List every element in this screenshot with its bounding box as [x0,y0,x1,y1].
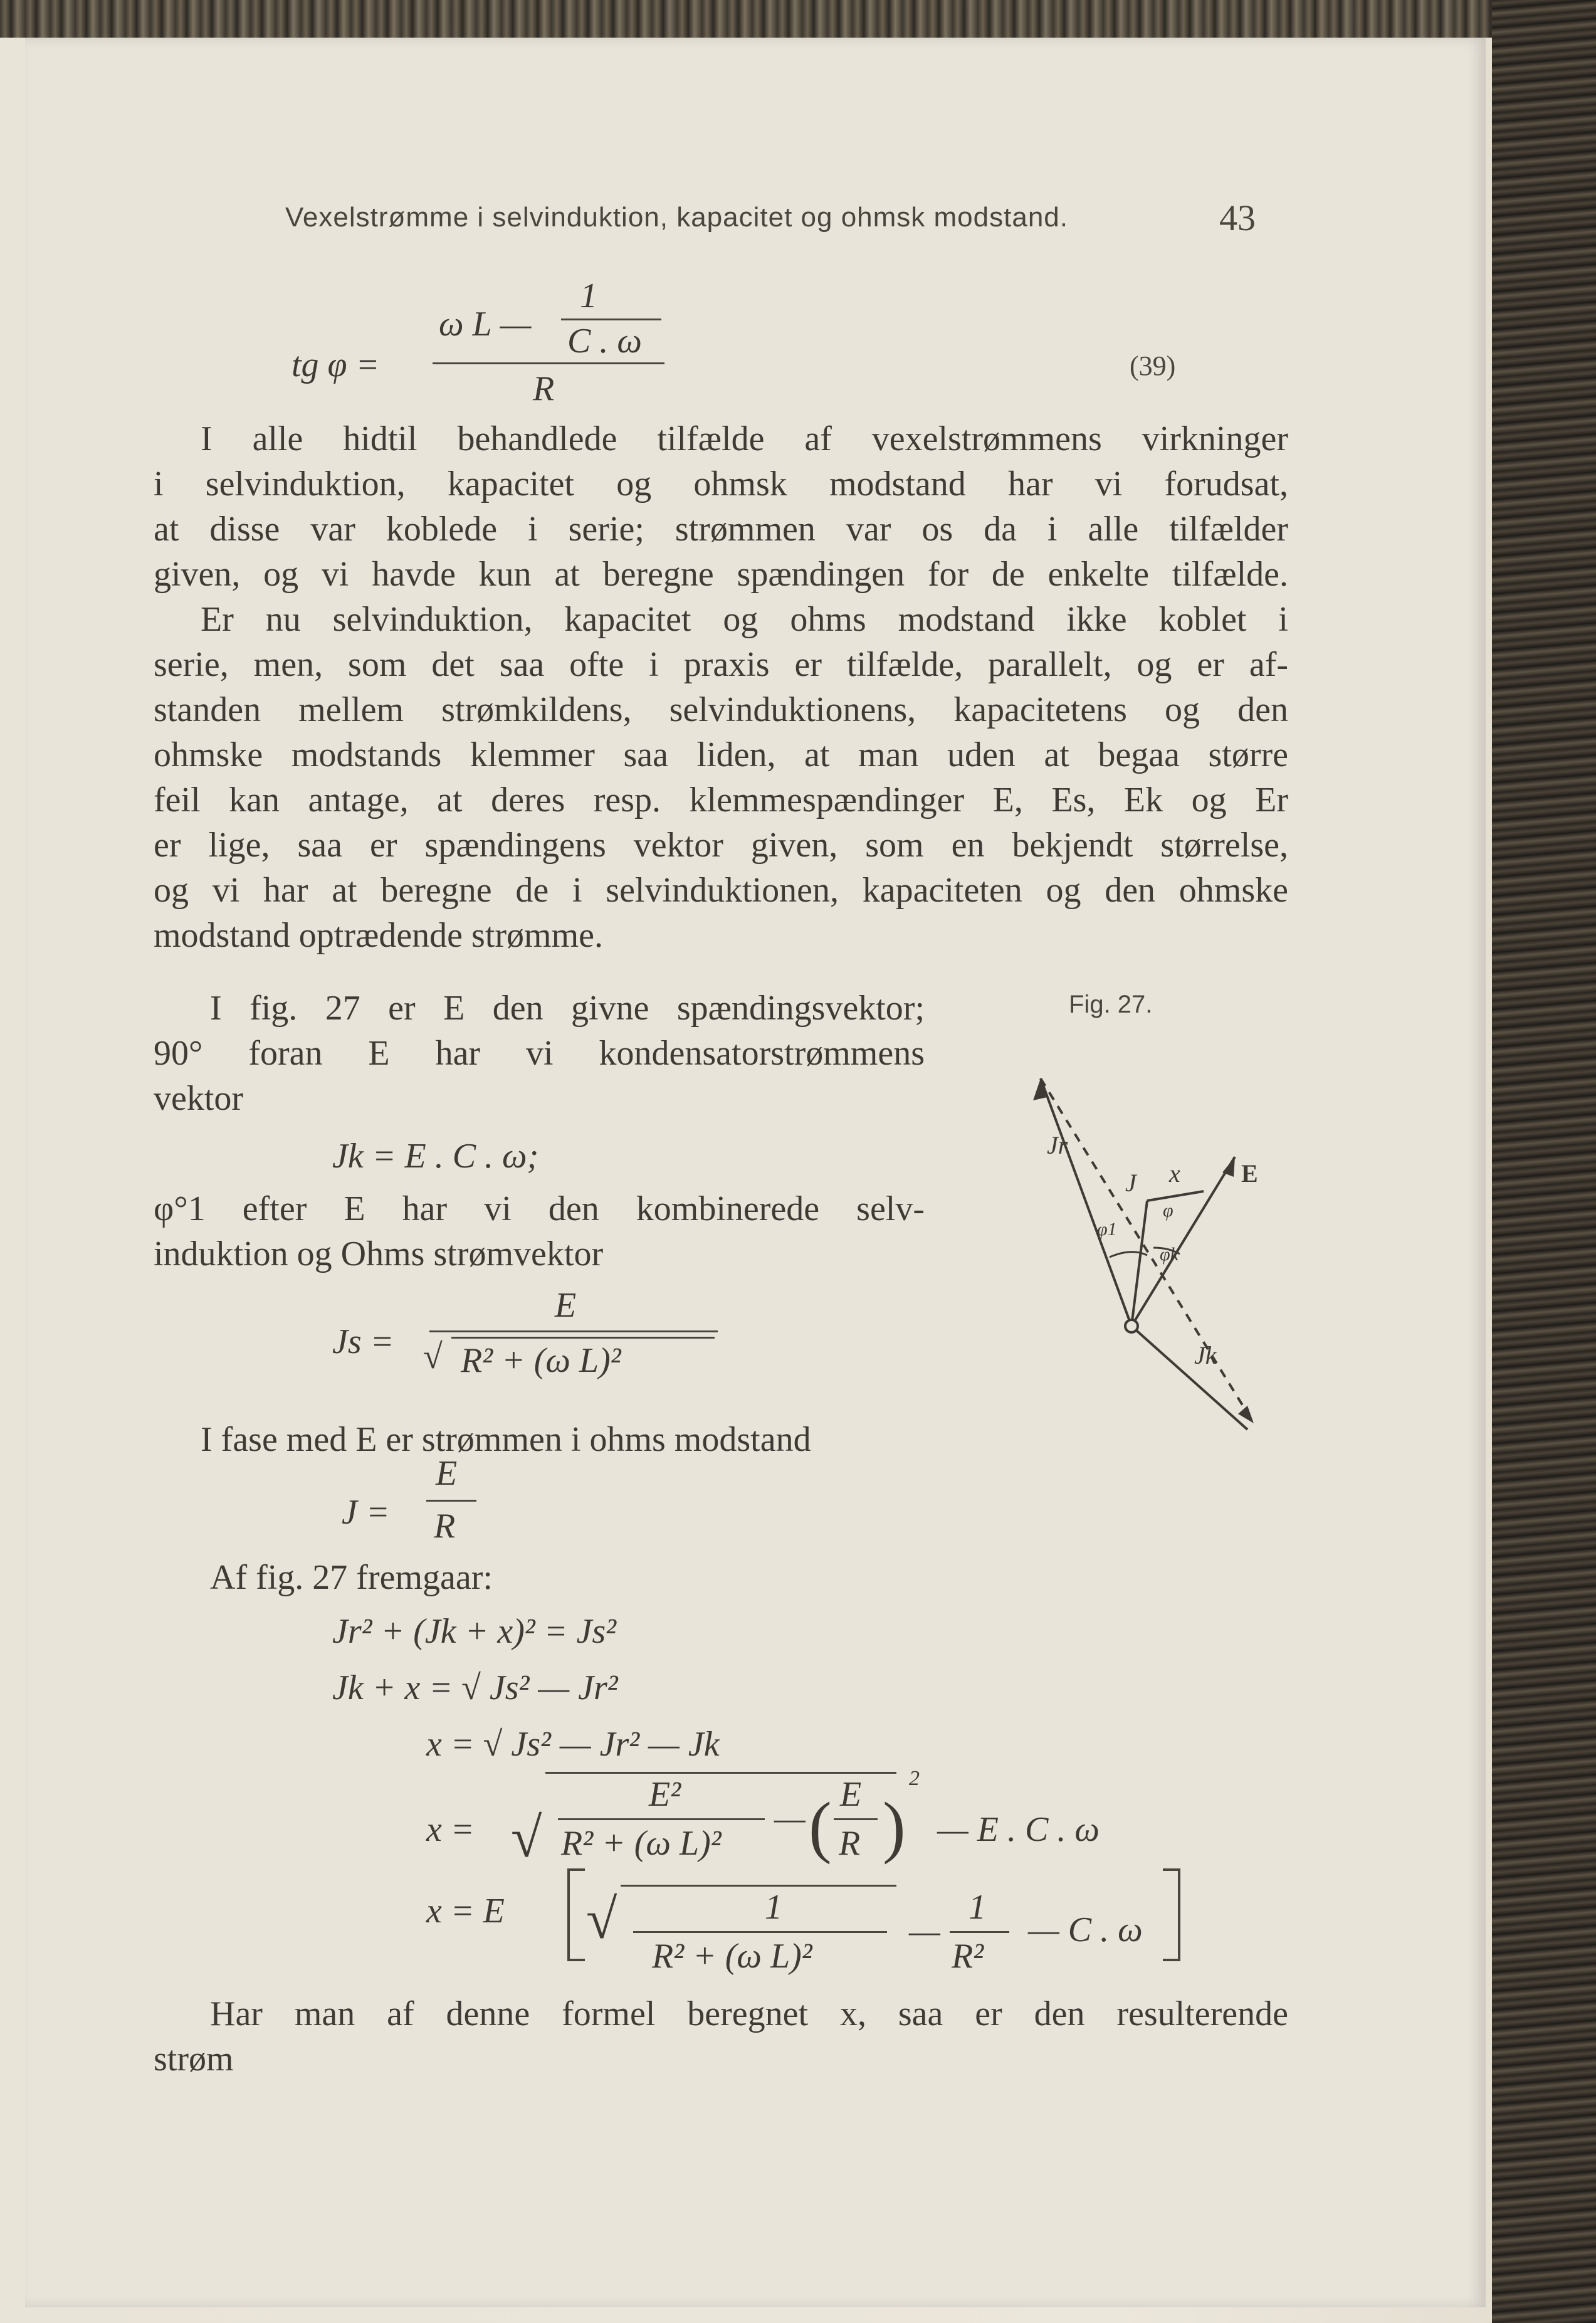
para4-line-2: Af fig. 27 fremgaar: [210,1558,493,1597]
eq-js-lhs: Js = [332,1322,394,1361]
vector-diagram [953,1022,1304,1461]
eq39-inner-fraction-bar [561,319,661,320]
eq-x5-frac2-num: 1 [969,1888,986,1927]
eq-x4-paren-right: ) [883,1788,906,1865]
eq-x5-frac1-den: R² + (ω L)² [652,1937,812,1976]
label-j: J [1125,1169,1137,1197]
para2-line-4: ohmske modstands klemmer saa liden, at man uden at begaa større [154,735,1288,774]
eq39-inner-numerator: 1 [580,277,597,315]
para4-line-1: I fase med E er strømmen i ohms modstand [201,1420,811,1459]
eq-js-radical-bar [451,1337,715,1339]
eq-j-numerator: E [436,1454,458,1493]
eq-js-radical: √ [423,1337,443,1376]
eq39-fraction-bar [433,362,664,364]
eq39-numerator-term: ω L — [439,305,532,344]
label-phik: φk [1160,1244,1179,1265]
dashed-line [1041,1078,1254,1423]
eq-x5-radical: √ [586,1888,617,1951]
label-phi: φ [1163,1200,1173,1221]
para3-line-3: vektor [154,1079,244,1118]
label-jk: Jk [1194,1341,1217,1369]
book-page [25,38,1486,2307]
eq-x4-lhs: x = [426,1810,475,1849]
para3-line-2: 90° foran E har vi kondensatorstrømmens [154,1034,925,1073]
eq-x4-frac2-num: E [840,1775,862,1814]
derivation-line-3: x = √ Js² — Jr² — Jk [426,1725,720,1764]
equation-number-39: (39) [1130,350,1176,381]
figure-caption: Fig. 27. [1069,991,1153,1018]
eq-x4-frac2-den: R [839,1824,861,1863]
label-jr: Jr [1047,1131,1068,1159]
eq-x4-frac2-bar [834,1818,878,1820]
book-cover-edge [1492,0,1596,2323]
vector-x [1147,1191,1204,1201]
label-phi1: φ1 [1097,1219,1117,1240]
eq-x5-frac2-den: R² [952,1937,984,1976]
eq-x4-radical-bar [545,1772,896,1774]
para2-line-1: Er nu selvinduktion, kapacitet og ohms modstand ikke koblet i [201,600,1288,639]
eq-x4-radical: √ [511,1807,542,1869]
para2-line-5: feil kan antage, at deres resp. klemmespændinger E, Es, Ek og Er [154,781,1288,819]
eq39-denominator: R [533,369,555,408]
para2-line-7: og vi har at beregne de i selvinduktionen, kapaciteten og den ohmske [154,871,1288,910]
eq-x5-radical-bar [621,1885,896,1887]
eq-x4-frac1-num: E² [649,1775,681,1814]
para3-line-5: induktion og Ohms strømvektor [154,1235,604,1273]
equation-jk: Jk = E . C . ω; [332,1137,539,1176]
eq-x5-lhs: x = E [426,1892,505,1931]
para5-line-1: Har man af denne formel beregnet x, saa er den resulterende [210,1994,1288,2033]
eq-x4-paren-left: ( [809,1788,832,1865]
eq-x5-bracket-right [1163,1868,1180,1961]
eq-j-lhs: J = [342,1493,390,1532]
running-head: Vexelstrømme i selvinduktion, kapacitet og ohmsk modstand. [285,202,1068,233]
eq-js-fraction-bar [429,1330,718,1332]
eq-j-denominator: R [434,1507,456,1546]
eq-x5-frac1-bar [633,1931,887,1933]
para1-line-1: I alle hidtil behandlede tilfælde af vexelstrømmens virkninger [201,419,1288,458]
eq-x4-square: 2 [909,1767,920,1790]
eq-x5-minus: — [909,1912,940,1951]
para1-line-4: given, og vi havde kun at beregne spændingen for de enkelte tilfælde. [154,555,1288,594]
derivation-line-1: Jr² + (Jk + x)² = Js² [332,1612,616,1651]
eq-x4-minus: — [774,1799,806,1838]
para3-line-4: φ°1 efter E har vi den kombinerede selv- [154,1189,925,1228]
para2-line-8: modstand optrædende strømme. [154,916,604,955]
eq-x4-frac1-bar [558,1818,765,1820]
para2-line-6: er lige, saa er spændingens vektor given, som en bekjendt størrelse, [154,826,1288,865]
vector-jk-segment [1131,1326,1247,1430]
vector-j [1131,1201,1147,1326]
vector-e [1131,1157,1235,1326]
eq39-lhs: tg φ = [291,345,380,384]
para3-line-1: I fig. 27 er E den givne spændingsvektor; [210,989,925,1028]
para2-line-2: serie, men, som det saa ofte i praxis er tilfælde, parallelt, og er af- [154,645,1288,684]
derivation-line-2: Jk + x = √ Js² — Jr² [332,1668,618,1707]
eq-x5-tail: — C . ω [1028,1910,1143,1949]
eq-x4-tail: — E . C . ω [937,1810,1100,1849]
book-top-edge [0,0,1596,38]
label-x: x [1169,1159,1180,1188]
eq-js-numerator: E [555,1286,577,1325]
label-e: E [1241,1159,1258,1188]
eq39-inner-denominator: C . ω [567,322,642,361]
eq-x5-frac1-num: 1 [765,1888,782,1927]
arrow-jk [1238,1406,1254,1423]
eq-j-fraction-bar [426,1500,476,1502]
eq-x5-bracket-left [567,1868,585,1961]
page-number: 43 [1219,198,1256,238]
para1-line-2: i selvinduktion, kapacitet og ohmsk modstand har vi forudsat, [154,465,1288,503]
vector-jr [1041,1078,1131,1326]
eq-x5-frac2-bar [950,1931,1009,1933]
para5-line-2: strøm [154,2040,234,2078]
para1-line-3: at disse var koblede i serie; strømmen var os da i alle tilfælder [154,510,1288,549]
eq-js-denominator: R² + (ω L)² [461,1341,621,1380]
para2-line-3: standen mellem strømkildens, selvinduktionens, kapacitetens og den [154,690,1288,729]
origin-point [1125,1320,1138,1332]
eq-x4-frac1-den: R² + (ω L)² [561,1824,722,1863]
